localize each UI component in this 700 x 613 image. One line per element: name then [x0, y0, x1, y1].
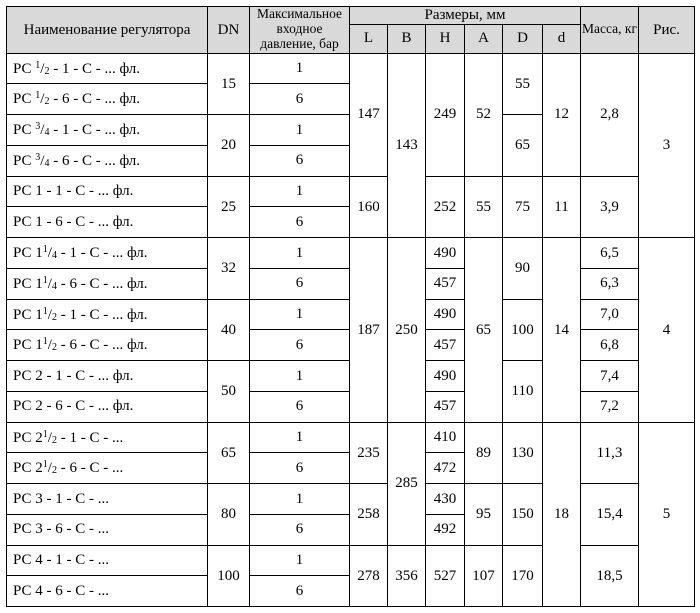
regulator-name: РС $^1/_2 - 1$ - С - ... фл.: [7, 53, 208, 84]
l-cell: 187: [350, 238, 388, 423]
table-row: [7, 238, 695, 269]
mass-cell: 7,4: [581, 361, 639, 392]
header-mass: Масса, кг: [581, 7, 639, 54]
regulator-name: РС $1^1/_2 - 6$ - С - ... фл.: [7, 330, 208, 361]
pressure-cell: 6: [250, 145, 350, 176]
a-cell: 89: [465, 422, 503, 484]
h-cell: 457: [426, 268, 465, 299]
b-cell: 285: [388, 422, 426, 545]
h-cell: 457: [426, 330, 465, 361]
a-cell: 52: [465, 53, 503, 176]
pressure-cell: 6: [250, 391, 350, 422]
mass-cell: 7,0: [581, 299, 639, 330]
dn-cell: 50: [208, 361, 250, 423]
pressure-cell: 6: [250, 514, 350, 545]
regulator-name: РС $1^1/_4 - 1$ - С - ... фл.: [7, 238, 208, 269]
pressure-cell: 6: [250, 453, 350, 484]
dn-cell: 20: [208, 115, 250, 177]
header-dimensions: Размеры, мм: [350, 7, 581, 25]
header-b: B: [388, 24, 426, 53]
d-cell: 150: [503, 484, 543, 546]
regulator-name: РС 4 - 1 - С - ...: [7, 545, 208, 576]
mass-cell: 7,2: [581, 391, 639, 422]
a-cell: 95: [465, 484, 503, 546]
regulator-name: РС 2 - 1 - С - ... фл.: [7, 361, 208, 392]
d-small-cell: 12: [543, 53, 581, 176]
d-cell: 130: [503, 422, 543, 484]
regulator-name: РС $^3/_4 - 6$ - С - ... фл.: [7, 145, 208, 176]
figure-cell: 5: [639, 422, 695, 607]
mass-cell: 15,4: [581, 484, 639, 546]
d-cell: 75: [503, 176, 543, 238]
d-cell: 65: [503, 115, 543, 177]
dn-cell: 32: [208, 238, 250, 300]
d-cell: 100: [503, 299, 543, 361]
header-l: L: [350, 24, 388, 53]
mass-cell: 3,9: [581, 176, 639, 238]
header-d-small: d: [543, 24, 581, 53]
regulator-spec-table: [6, 6, 695, 607]
header-name: Наименование регулятора: [7, 7, 208, 54]
pressure-cell: 6: [250, 84, 350, 115]
l-cell: 160: [350, 176, 388, 238]
dn-cell: 65: [208, 422, 250, 484]
table-row: [7, 422, 695, 453]
pressure-cell: 1: [250, 176, 350, 207]
mass-cell: 6,8: [581, 330, 639, 361]
header-a: A: [465, 24, 503, 53]
l-cell: 258: [350, 484, 388, 546]
pressure-cell: 1: [250, 299, 350, 330]
h-cell: 430: [426, 484, 465, 515]
header-pressure: Максимальное входное давление, бар: [250, 7, 350, 54]
regulator-name: РС 3 - 6 - С - ...: [7, 514, 208, 545]
a-cell: 65: [465, 238, 503, 423]
h-cell: 252: [426, 176, 465, 238]
h-cell: 490: [426, 361, 465, 392]
figure-cell: 3: [639, 53, 695, 238]
mass-cell: 18,5: [581, 545, 639, 607]
table-row: [7, 176, 695, 207]
pressure-cell: 6: [250, 330, 350, 361]
regulator-name: РС 3 - 1 - С - ...: [7, 484, 208, 515]
pressure-cell: 1: [250, 238, 350, 269]
a-cell: 55: [465, 176, 503, 238]
mass-cell: 11,3: [581, 422, 639, 484]
h-cell: 527: [426, 545, 465, 607]
d-cell: 110: [503, 361, 543, 423]
dn-cell: 25: [208, 176, 250, 238]
regulator-name: РС $2^1/_2 - 6$ - С - ...: [7, 453, 208, 484]
dn-cell: 100: [208, 545, 250, 607]
h-cell: 492: [426, 514, 465, 545]
h-cell: 490: [426, 299, 465, 330]
mass-cell: 6,3: [581, 268, 639, 299]
regulator-name: РС 4 - 6 - С - ...: [7, 576, 208, 607]
header-d: D: [503, 24, 543, 53]
dn-cell: 80: [208, 484, 250, 546]
regulator-name: РС $1^1/_4 - 6$ - С - ... фл.: [7, 268, 208, 299]
d-small-cell: 14: [543, 238, 581, 423]
regulator-name: РС $^1/_2 - 6$ - С - ... фл.: [7, 84, 208, 115]
table-row: [7, 53, 695, 84]
mass-cell: 6,5: [581, 238, 639, 269]
header-figure: Рис.: [639, 7, 695, 54]
regulator-name: РС $1^1/_2 - 1$ - С - ... фл.: [7, 299, 208, 330]
pressure-cell: 1: [250, 545, 350, 576]
d-cell: 90: [503, 238, 543, 300]
d-small-cell: 18: [543, 422, 581, 607]
pressure-cell: 1: [250, 53, 350, 84]
a-cell: 107: [465, 545, 503, 607]
l-cell: 147: [350, 53, 388, 176]
b-cell: 250: [388, 238, 426, 423]
pressure-cell: 6: [250, 268, 350, 299]
d-cell: 55: [503, 53, 543, 115]
l-cell: 278: [350, 545, 388, 607]
regulator-name: РС $2^1/_2 - 1$ - С - ...: [7, 422, 208, 453]
regulator-name: РС 2 - 6 - С - ... фл.: [7, 391, 208, 422]
pressure-cell: 1: [250, 361, 350, 392]
pressure-cell: 1: [250, 484, 350, 515]
pressure-cell: 6: [250, 207, 350, 238]
h-cell: 472: [426, 453, 465, 484]
mass-cell: 2,8: [581, 53, 639, 176]
pressure-cell: 1: [250, 422, 350, 453]
regulator-name: РС 1 - 1 - С - ... фл.: [7, 176, 208, 207]
dn-cell: 15: [208, 53, 250, 115]
table-row: [7, 545, 695, 576]
header-h: H: [426, 24, 465, 53]
d-small-cell: 11: [543, 176, 581, 238]
b-cell: 143: [388, 53, 426, 238]
table-row: [7, 484, 695, 515]
pressure-cell: 1: [250, 115, 350, 146]
b-cell: 356: [388, 545, 426, 607]
regulator-name: РС 1 - 6 - С - ... фл.: [7, 207, 208, 238]
h-cell: 490: [426, 238, 465, 269]
h-cell: 457: [426, 391, 465, 422]
pressure-cell: 6: [250, 576, 350, 607]
l-cell: 235: [350, 422, 388, 484]
dn-cell: 40: [208, 299, 250, 361]
figure-cell: 4: [639, 238, 695, 423]
d-cell: 170: [503, 545, 543, 607]
regulator-name: РС $^3/_4 - 1$ - С - ... фл.: [7, 115, 208, 146]
h-cell: 249: [426, 53, 465, 176]
header-dn: DN: [208, 7, 250, 54]
h-cell: 410: [426, 422, 465, 453]
